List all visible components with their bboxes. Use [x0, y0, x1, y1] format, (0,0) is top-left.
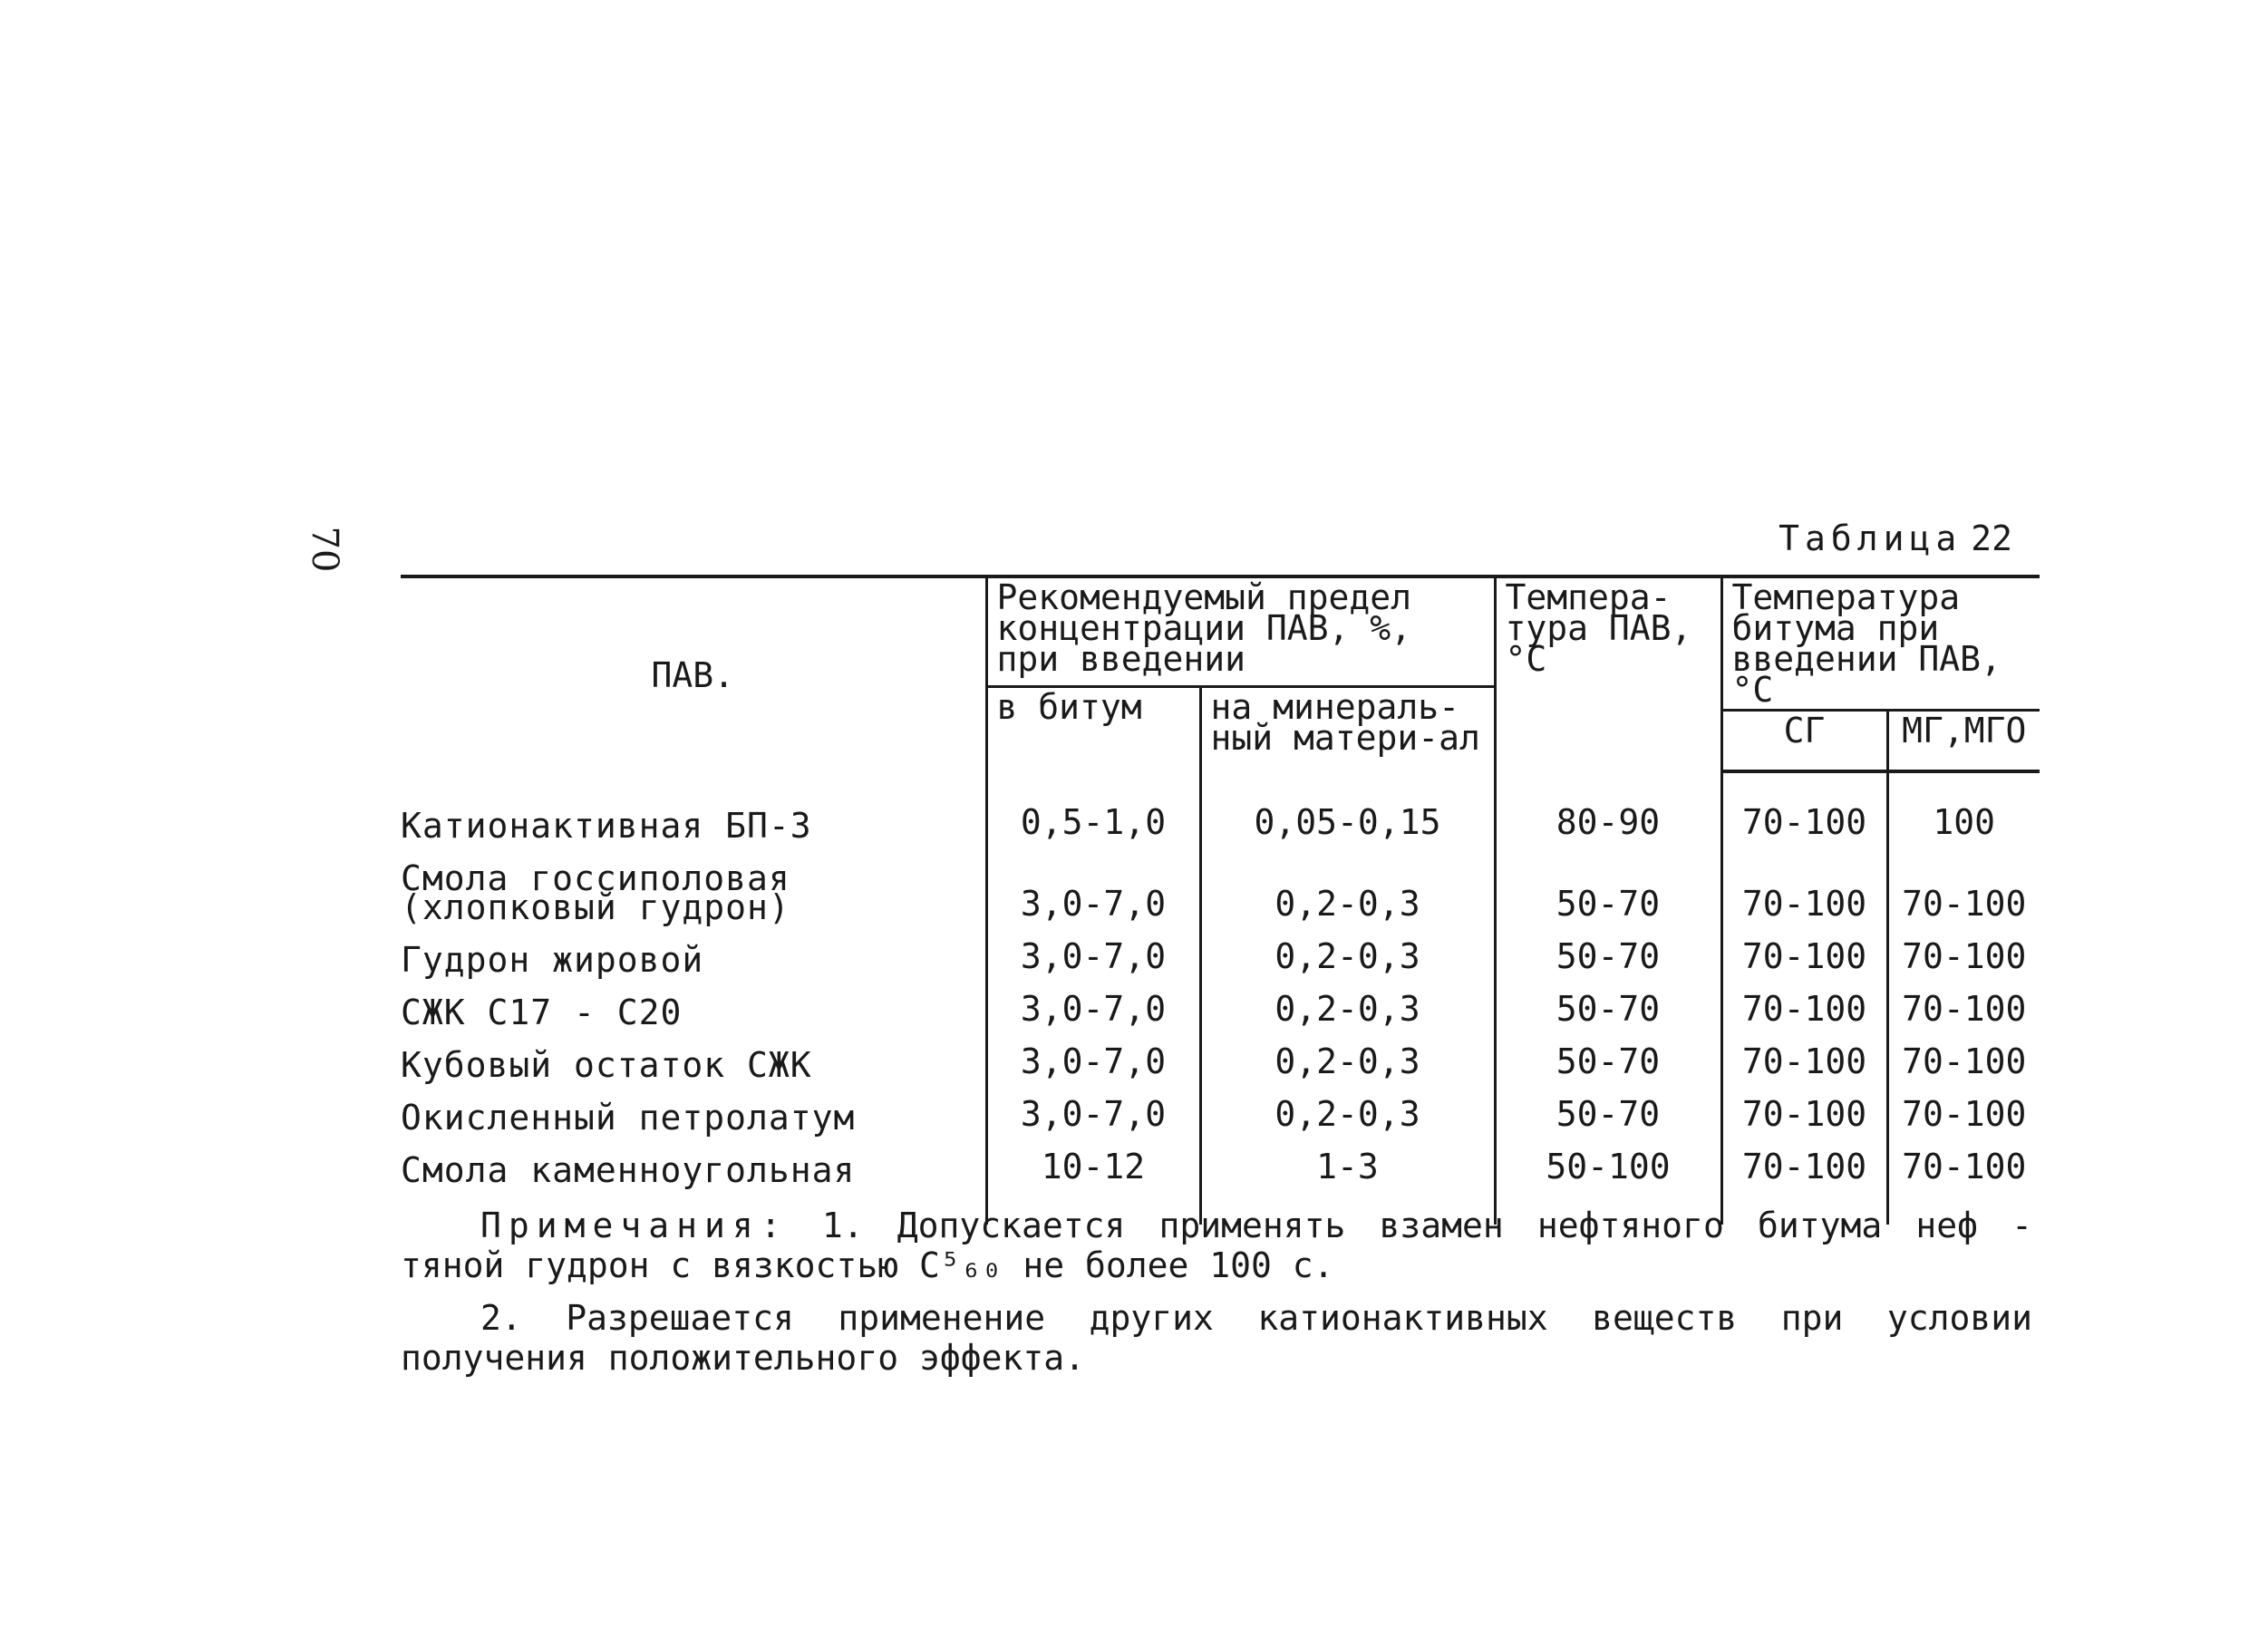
table-row	[401, 1031, 2040, 1083]
table-row	[401, 925, 2040, 978]
row-bitumen: 10-12	[986, 1136, 1200, 1225]
header-into-mineral: на минераль-ный матери-ал	[1200, 687, 1495, 772]
row-name: Смола госсиполовая (хлопковый гудрон)	[401, 858, 790, 927]
row-mineral: 0,2-0,3	[1200, 844, 1495, 925]
row-sg: 70-100	[1721, 925, 1887, 978]
row-mg-mgo: 70-100	[1887, 844, 2040, 925]
row-name: Катионактивная БП-3	[401, 806, 812, 846]
row-name: СЖК С17 - С20	[401, 993, 683, 1032]
row-sg: 70-100	[1721, 1083, 1887, 1136]
table-caption-number: 22	[1971, 518, 2012, 558]
row-mineral: 0,2-0,3	[1200, 925, 1495, 978]
row-sg: 70-100	[1721, 1031, 1887, 1083]
row-sg: 70-100	[1721, 978, 1887, 1031]
header-into-bitumen: в битум	[986, 687, 1200, 772]
row-mg-mgo: 70-100	[1887, 1136, 2040, 1225]
row-pav-temp: 50-70	[1495, 1083, 1721, 1136]
table-row	[401, 844, 2040, 925]
header-mg-mgo: МГ,МГО	[1887, 711, 2040, 772]
note-1-text: 1. Допускается применять взамен нефтяного битума неф - тяной гудрон с вязкостью С⁵₆₀ не более 100 с.	[401, 1206, 2032, 1285]
row-mg-mgo: 70-100	[1887, 978, 2040, 1031]
note-1	[401, 1206, 2032, 1285]
row-mineral: 0,2-0,3	[1200, 978, 1495, 1031]
row-sg: 70-100	[1721, 771, 1887, 844]
row-pav-temp: 50-70	[1495, 844, 1721, 925]
row-bitumen: 3,0-7,0	[986, 1031, 1200, 1083]
row-pav-temp: 50-100	[1495, 1136, 1721, 1225]
header-concentration: Рекомендуемый предел концентрации ПАВ, %, при введении	[986, 576, 1495, 687]
header-pav: ПАВ.	[401, 576, 986, 771]
row-bitumen: 3,0-7,0	[986, 925, 1200, 978]
header-bitumen-temperature: Температура битума при введении ПАВ, °С	[1721, 576, 2040, 711]
row-pav-temp: 50-70	[1495, 925, 1721, 978]
table-caption-label: Таблица	[1779, 518, 1963, 558]
row-mg-mgo: 100	[1887, 771, 2040, 844]
row-pav-temp: 50-70	[1495, 978, 1721, 1031]
page-number: 70	[304, 526, 345, 573]
row-mineral: 1-3	[1200, 1136, 1495, 1225]
table-caption	[1632, 518, 2012, 558]
row-name: Смола каменноугольная	[401, 1150, 856, 1190]
row-bitumen: 0,5-1,0	[986, 771, 1200, 844]
row-mg-mgo: 70-100	[1887, 1031, 2040, 1083]
row-sg: 70-100	[1721, 1136, 1887, 1225]
notes	[401, 1206, 2032, 1390]
row-mineral: 0,2-0,3	[1200, 1031, 1495, 1083]
notes-heading: Примечания:	[480, 1206, 789, 1245]
row-name: Гудрон жировой	[401, 940, 704, 980]
row-bitumen: 3,0-7,0	[986, 844, 1200, 925]
row-pav-temp: 50-70	[1495, 1031, 1721, 1083]
row-mineral: 0,05-0,15	[1200, 771, 1495, 844]
row-mg-mgo: 70-100	[1887, 925, 2040, 978]
row-bitumen: 3,0-7,0	[986, 1083, 1200, 1136]
table-row	[401, 771, 2040, 844]
header-sg: СГ	[1721, 711, 1887, 772]
row-name: Кубовый остаток СЖК	[401, 1045, 812, 1085]
table-row	[401, 1083, 2040, 1136]
note-2: 2. Разрешается применение других катионактивных веществ при условии получения положительного эффекта.	[401, 1298, 2032, 1378]
table-row	[401, 978, 2040, 1031]
row-mineral: 0,2-0,3	[1200, 1083, 1495, 1136]
surfactant-table	[401, 575, 2040, 1225]
row-pav-temp: 80-90	[1495, 771, 1721, 844]
row-bitumen: 3,0-7,0	[986, 978, 1200, 1031]
row-name: Окисленный петролатум	[401, 1098, 856, 1138]
header-pav-temperature: Темпера-тура ПАВ, °С	[1495, 576, 1721, 771]
row-sg: 70-100	[1721, 844, 1887, 925]
row-mg-mgo: 70-100	[1887, 1083, 2040, 1136]
surfactant-table-grid	[401, 575, 2040, 1225]
